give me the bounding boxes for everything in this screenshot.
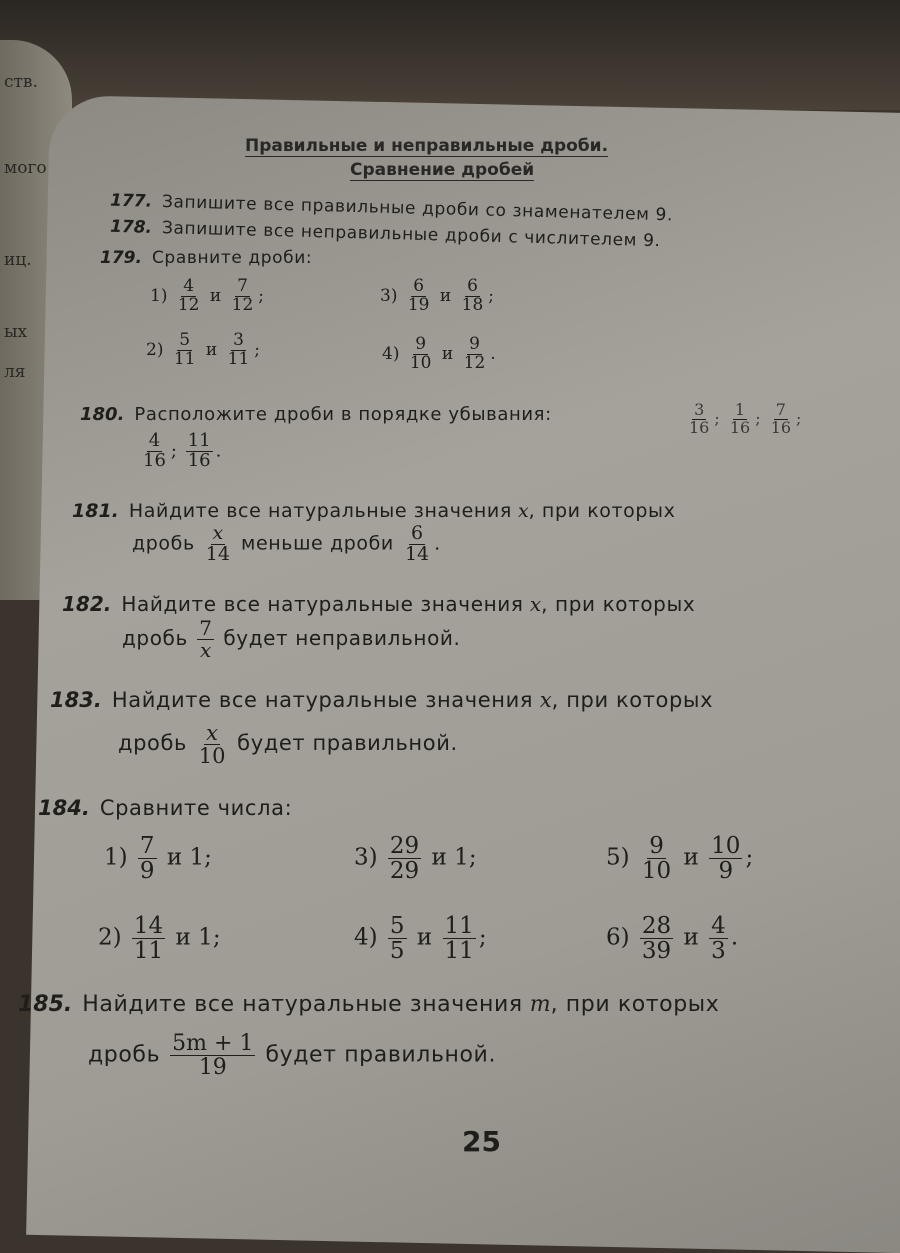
exercise-text: Найдите все натуральные значения (128, 500, 512, 522)
fraction: $\frac{11}{16}$ (187, 430, 211, 471)
exercise-number: 183. (50, 688, 102, 712)
ex180-fractions-line2: $\frac{4}{16}$ ; $\frac{11}{16}$ . (143, 430, 222, 471)
word: дробь (132, 532, 195, 555)
exercise-number: 177. (109, 190, 153, 212)
fraction: $\frac{7}{16}$ (770, 400, 792, 437)
fraction: $\frac{6}{18}$ (461, 276, 484, 315)
ex185-line2 (88, 1032, 496, 1079)
fraction: $\frac{28}{39}$ (641, 913, 672, 965)
fraction: $\frac{4}{12}$ (177, 276, 200, 315)
item-label: 1) (104, 844, 128, 871)
item-label: 6) (606, 924, 630, 951)
ex182-line2 (122, 618, 461, 661)
ex184-item-3: 3) $\frac{29}{29}$ и 1; (354, 833, 477, 885)
ex184-item-2: 2) $\frac{14}{11}$ и 1; (98, 913, 221, 965)
fraction: $\frac{3}{11}$ (227, 330, 250, 369)
section-heading-line2: Сравнение дробей (350, 160, 535, 180)
exercise-182: 182. Найдите все натуральные значения x, при которых (62, 592, 696, 616)
exercise-180 (80, 404, 552, 425)
conjunction: и (209, 285, 222, 306)
page-number: 25 (462, 1125, 501, 1158)
margin-fragment: ых (4, 322, 28, 342)
variable: x (517, 500, 529, 522)
fraction: $\frac{7}{9}$ (139, 833, 155, 885)
word: дробь (122, 626, 188, 650)
ex179-item-4: 4) $\frac{9}{10}$ и $\frac{9}{12}$ . (382, 334, 496, 373)
margin-fragment: могo (4, 158, 47, 178)
fraction: $\frac{4}{3}$ (711, 913, 726, 965)
fraction: $\frac{7}{12}$ (231, 276, 254, 315)
exercise-text: Запишите все неправильные дроби с числителем 9. (161, 218, 661, 252)
conjunction: и (439, 285, 452, 306)
fraction: $\frac{x}{10}$ (198, 721, 226, 769)
margin-fragment: иц. (4, 250, 32, 270)
fraction: $\frac{10}{9}$ (711, 833, 741, 885)
variable: x (539, 688, 552, 712)
exercise-text: Найдите все натуральные значения (111, 688, 534, 712)
margin-fragment: ств. (4, 72, 38, 92)
fraction: $\frac{5m + 1}{19}$ (172, 1031, 254, 1081)
exercise-181: 181. Найдите все натуральные значения x, при которых (72, 500, 676, 522)
word: будет правильной. (237, 731, 458, 756)
ex179-item-2: 2) $\frac{5}{11}$ и $\frac{3}{11}$ ; (146, 330, 261, 369)
fraction: $\frac{9}{10}$ (409, 334, 432, 373)
fraction: $\frac{11}{11}$ (444, 913, 474, 965)
fraction: $\frac{3}{16}$ (689, 400, 710, 437)
item-label: 4) (354, 924, 378, 951)
fraction: $\frac{5}{11}$ (173, 330, 196, 369)
variable: x (529, 592, 542, 616)
ex179-item-1: 1) $\frac{4}{12}$ и $\frac{7}{12}$ ; (150, 276, 265, 315)
ex184-item-4: 4) $\frac{5}{5}$ и $\frac{11}{11}$ ; (354, 913, 487, 965)
fraction: $\frac{9}{10}$ (641, 833, 672, 885)
fraction: $\frac{6}{19}$ (407, 276, 430, 315)
variable: m (529, 992, 551, 1017)
item-label: 2) (146, 339, 164, 360)
exercise-text: Сравните дроби: (151, 248, 313, 268)
word: будет неправильной. (223, 626, 461, 650)
exercise-185: 185. Найдите все натуральные значения m, при которых (18, 992, 720, 1017)
item-label: 3) (380, 285, 398, 306)
word: меньше дроби (241, 532, 394, 555)
exercise-text: Запишите все правильные дроби со знаменателем 9. (161, 191, 674, 226)
fraction: $\frac{29}{29}$ (389, 833, 420, 885)
ex180-fractions-line1: $\frac{3}{16}$ ; $\frac{1}{16}$ ; $\frac{7}{16}$ ; (689, 400, 802, 437)
margin-fragment: ля (4, 362, 26, 382)
fraction: $\frac{x}{14}$ (205, 522, 230, 565)
word: будет правильной. (265, 1042, 497, 1068)
exercise-179 (100, 248, 312, 268)
exercise-number: 179. (100, 248, 142, 268)
ex184-item-6: 6) $\frac{28}{39}$ и $\frac{4}{3}$ . (606, 913, 739, 965)
fraction: $\frac{9}{12}$ (463, 334, 486, 373)
fraction: $\frac{6}{14}$ (404, 522, 430, 565)
item-label: 5) (606, 844, 630, 871)
exercise-text: Найдите все натуральные значения (82, 992, 523, 1017)
fraction: $\frac{4}{16}$ (143, 430, 166, 471)
exercise-number: 178. (109, 216, 153, 238)
section-heading-line1: Правильные и неправильные дроби. (245, 136, 609, 156)
fraction: $\frac{1}{16}$ (729, 400, 751, 437)
ex184-item-5: 5) $\frac{9}{10}$ и $\frac{10}{9}$ ; (606, 833, 754, 885)
fraction: $\frac{14}{11}$ (133, 913, 164, 965)
exercise-183: 183. Найдите все натуральные значения x, при которых (50, 688, 714, 712)
exercise-number: 184. (38, 796, 90, 820)
exercise-text: Расположите дроби в порядке убывания: (134, 404, 552, 425)
fraction: $\frac{7}{x}$ (199, 616, 212, 662)
exercise-text: Найдите все натуральные значения (121, 592, 524, 616)
item-label: 2) (98, 924, 122, 951)
ex184-item-1: 1) $\frac{7}{9}$ и 1; (104, 833, 212, 885)
item-label: 4) (382, 343, 400, 364)
exercise-184 (38, 796, 292, 820)
word: дробь (118, 731, 188, 756)
conjunction: и (441, 343, 454, 364)
exercise-number: 181. (72, 500, 119, 522)
exercise-number: 185. (18, 992, 73, 1017)
exercise-text: Сравните числа: (99, 796, 293, 820)
item-label: 3) (354, 844, 378, 871)
ex181-line2: дробь $\frac{x}{14}$ меньше дроби $\frac{6}{14}$ . (132, 522, 441, 565)
ex179-item-3: 3) $\frac{6}{19}$ и $\frac{6}{18}$ ; (380, 276, 495, 315)
conjunction: и (205, 339, 218, 360)
item-label: 1) (150, 285, 168, 306)
ex183-line2 (118, 722, 458, 767)
word: дробь (88, 1042, 161, 1068)
exercise-number: 180. (80, 404, 125, 425)
fraction: $\frac{5}{5}$ (389, 913, 405, 965)
exercise-number: 182. (62, 592, 112, 616)
